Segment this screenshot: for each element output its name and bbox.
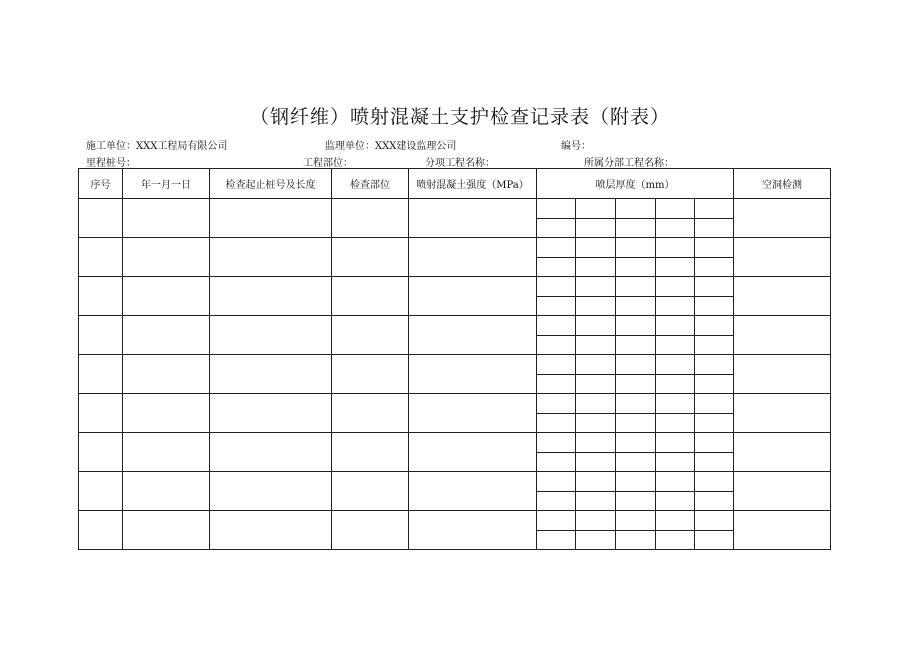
thickness-cell[interactable] — [576, 277, 616, 297]
void-detection-cell[interactable] — [734, 316, 831, 355]
thickness-cell[interactable] — [616, 316, 656, 336]
thickness-cell[interactable] — [616, 491, 656, 511]
thickness-cell[interactable] — [695, 238, 734, 258]
thickness-cell[interactable] — [537, 355, 576, 375]
table-row — [79, 394, 831, 414]
date-cell[interactable] — [123, 433, 210, 472]
thickness-cell[interactable] — [576, 296, 616, 316]
inspection-part-cell[interactable] — [332, 199, 409, 238]
stake-range-cell[interactable] — [210, 277, 332, 316]
thickness-cell[interactable] — [656, 316, 695, 336]
inspection-record-table — [78, 168, 831, 550]
thickness-cell[interactable] — [695, 296, 734, 316]
thickness-cell[interactable] — [537, 238, 576, 258]
table-row — [79, 316, 831, 336]
thickness-cell[interactable] — [576, 394, 616, 414]
thickness-cell[interactable] — [656, 452, 695, 472]
mileage-stake-label: 里程桩号： — [86, 158, 136, 169]
thickness-cell[interactable] — [695, 433, 734, 453]
col-header-concrete-strength: 喷射混凝土强度（MPa） — [409, 169, 537, 199]
void-detection-cell[interactable] — [734, 238, 831, 277]
thickness-cell[interactable] — [656, 511, 695, 531]
thickness-cell[interactable] — [656, 238, 695, 258]
thickness-cell[interactable] — [537, 433, 576, 453]
thickness-cell[interactable] — [695, 530, 734, 550]
table-row — [79, 433, 831, 453]
thickness-cell[interactable] — [576, 374, 616, 394]
project-part-label: 工程部位： — [303, 158, 353, 169]
thickness-cell[interactable] — [616, 218, 656, 238]
table-row — [79, 238, 831, 258]
thickness-cell[interactable] — [656, 257, 695, 277]
date-cell[interactable] — [123, 199, 210, 238]
concrete-strength-cell[interactable] — [409, 472, 537, 511]
thickness-cell[interactable] — [695, 355, 734, 375]
thickness-cell[interactable] — [656, 491, 695, 511]
thickness-cell[interactable] — [695, 218, 734, 238]
serial-cell[interactable] — [79, 355, 123, 394]
thickness-cell[interactable] — [656, 296, 695, 316]
void-detection-cell[interactable] — [734, 355, 831, 394]
inspection-part-cell[interactable] — [332, 277, 409, 316]
void-detection-cell[interactable] — [734, 511, 831, 550]
thickness-cell[interactable] — [656, 218, 695, 238]
thickness-cell[interactable] — [695, 277, 734, 297]
thickness-cell[interactable] — [537, 218, 576, 238]
concrete-strength-cell[interactable] — [409, 199, 537, 238]
thickness-cell[interactable] — [537, 452, 576, 472]
thickness-cell[interactable] — [576, 316, 616, 336]
thickness-cell[interactable] — [616, 335, 656, 355]
serial-cell[interactable] — [79, 433, 123, 472]
date-cell[interactable] — [123, 238, 210, 277]
thickness-cell[interactable] — [616, 355, 656, 375]
stake-range-cell[interactable] — [210, 355, 332, 394]
void-detection-cell[interactable] — [734, 472, 831, 511]
thickness-cell[interactable] — [576, 491, 616, 511]
thickness-cell[interactable] — [656, 277, 695, 297]
serial-cell[interactable] — [79, 199, 123, 238]
thickness-cell[interactable] — [576, 335, 616, 355]
table-header-row — [79, 169, 831, 199]
thickness-cell[interactable] — [616, 238, 656, 258]
thickness-cell[interactable] — [695, 394, 734, 414]
stake-range-cell[interactable] — [210, 472, 332, 511]
col-header-inspection-part: 检查部位 — [332, 169, 409, 199]
table-row — [79, 277, 831, 297]
thickness-cell[interactable] — [695, 413, 734, 433]
thickness-cell[interactable] — [616, 472, 656, 492]
inspection-part-cell[interactable] — [332, 238, 409, 277]
thickness-cell[interactable] — [537, 296, 576, 316]
thickness-cell[interactable] — [616, 199, 656, 219]
supervision-unit-label: 监理单位：XXX建设监理公司 — [325, 141, 457, 152]
thickness-cell[interactable] — [616, 374, 656, 394]
thickness-cell[interactable] — [576, 238, 616, 258]
thickness-cell[interactable] — [656, 355, 695, 375]
thickness-cell[interactable] — [695, 472, 734, 492]
inspection-part-cell[interactable] — [332, 511, 409, 550]
thickness-cell[interactable] — [616, 452, 656, 472]
serial-number-label: 编号： — [561, 141, 591, 152]
thickness-cell[interactable] — [537, 277, 576, 297]
date-cell[interactable] — [123, 394, 210, 433]
thickness-cell[interactable] — [576, 218, 616, 238]
date-cell[interactable] — [123, 472, 210, 511]
thickness-cell[interactable] — [576, 257, 616, 277]
stake-range-cell[interactable] — [210, 199, 332, 238]
concrete-strength-cell[interactable] — [409, 238, 537, 277]
thickness-cell[interactable] — [656, 394, 695, 414]
thickness-cell[interactable] — [537, 413, 576, 433]
table-row — [79, 199, 831, 219]
thickness-cell[interactable] — [537, 394, 576, 414]
inspection-part-cell[interactable] — [332, 316, 409, 355]
date-cell[interactable] — [123, 277, 210, 316]
thickness-cell[interactable] — [616, 433, 656, 453]
col-header-void-detection: 空洞检测 — [734, 169, 831, 199]
concrete-strength-cell[interactable] — [409, 316, 537, 355]
thickness-cell[interactable] — [537, 257, 576, 277]
sub-item-name-label: 分项工程名称： — [425, 158, 495, 169]
thickness-cell[interactable] — [537, 472, 576, 492]
serial-cell[interactable] — [79, 511, 123, 550]
col-header-stake-range: 检查起止桩号及长度 — [210, 169, 332, 199]
thickness-cell[interactable] — [656, 374, 695, 394]
thickness-cell[interactable] — [695, 257, 734, 277]
thickness-cell[interactable] — [695, 199, 734, 219]
serial-cell[interactable] — [79, 277, 123, 316]
col-header-layer-thickness: 喷层厚度（mm） — [537, 169, 734, 199]
col-header-serial: 序号 — [79, 169, 123, 199]
thickness-cell[interactable] — [656, 413, 695, 433]
stake-range-cell[interactable] — [210, 394, 332, 433]
stake-range-cell[interactable] — [210, 511, 332, 550]
void-detection-cell[interactable] — [734, 199, 831, 238]
thickness-cell[interactable] — [695, 511, 734, 531]
serial-cell[interactable] — [79, 394, 123, 433]
inspection-part-cell[interactable] — [332, 394, 409, 433]
division-name-label: 所属分部工程名称： — [584, 158, 674, 169]
thickness-cell[interactable] — [695, 316, 734, 336]
thickness-cell[interactable] — [695, 374, 734, 394]
thickness-cell[interactable] — [537, 530, 576, 550]
construction-unit-label: 施工单位：XXX工程局有限公司 — [86, 141, 228, 152]
serial-cell[interactable] — [79, 238, 123, 277]
concrete-strength-cell[interactable] — [409, 433, 537, 472]
date-cell[interactable] — [123, 355, 210, 394]
table-row — [79, 472, 831, 492]
void-detection-cell[interactable] — [734, 433, 831, 472]
table-row — [79, 511, 831, 531]
thickness-cell[interactable] — [616, 296, 656, 316]
thickness-cell[interactable] — [616, 257, 656, 277]
thickness-cell[interactable] — [616, 394, 656, 414]
serial-cell[interactable] — [79, 472, 123, 511]
thickness-cell[interactable] — [695, 491, 734, 511]
void-detection-cell[interactable] — [734, 277, 831, 316]
thickness-cell[interactable] — [656, 199, 695, 219]
date-cell[interactable] — [123, 316, 210, 355]
thickness-cell[interactable] — [576, 199, 616, 219]
thickness-cell[interactable] — [576, 511, 616, 531]
thickness-cell[interactable] — [537, 316, 576, 336]
table-row — [79, 355, 831, 375]
thickness-cell[interactable] — [576, 413, 616, 433]
void-detection-cell[interactable] — [734, 394, 831, 433]
concrete-strength-cell[interactable] — [409, 394, 537, 433]
thickness-cell[interactable] — [695, 335, 734, 355]
stake-range-cell[interactable] — [210, 433, 332, 472]
thickness-cell[interactable] — [656, 530, 695, 550]
thickness-cell[interactable] — [537, 199, 576, 219]
thickness-cell[interactable] — [576, 355, 616, 375]
col-header-date: 年一月一日 — [123, 169, 210, 199]
stake-range-cell[interactable] — [210, 238, 332, 277]
thickness-cell[interactable] — [656, 335, 695, 355]
concrete-strength-cell[interactable] — [409, 355, 537, 394]
thickness-cell[interactable] — [616, 530, 656, 550]
date-cell[interactable] — [123, 511, 210, 550]
stake-range-cell[interactable] — [210, 316, 332, 355]
inspection-part-cell[interactable] — [332, 472, 409, 511]
thickness-cell[interactable] — [616, 277, 656, 297]
thickness-cell[interactable] — [576, 433, 616, 453]
thickness-cell[interactable] — [616, 511, 656, 531]
inspection-part-cell[interactable] — [332, 355, 409, 394]
thickness-cell[interactable] — [537, 335, 576, 355]
thickness-cell[interactable] — [537, 491, 576, 511]
concrete-strength-cell[interactable] — [409, 277, 537, 316]
thickness-cell[interactable] — [656, 472, 695, 492]
inspection-part-cell[interactable] — [332, 433, 409, 472]
document-title: （钢纤维）喷射混凝土支护检查记录表（附表） — [249, 106, 670, 128]
thickness-cell[interactable] — [576, 472, 616, 492]
concrete-strength-cell[interactable] — [409, 511, 537, 550]
thickness-cell[interactable] — [695, 452, 734, 472]
thickness-cell[interactable] — [616, 413, 656, 433]
thickness-cell[interactable] — [576, 530, 616, 550]
thickness-cell[interactable] — [537, 374, 576, 394]
serial-cell[interactable] — [79, 316, 123, 355]
thickness-cell[interactable] — [576, 452, 616, 472]
thickness-cell[interactable] — [656, 433, 695, 453]
thickness-cell[interactable] — [537, 511, 576, 531]
